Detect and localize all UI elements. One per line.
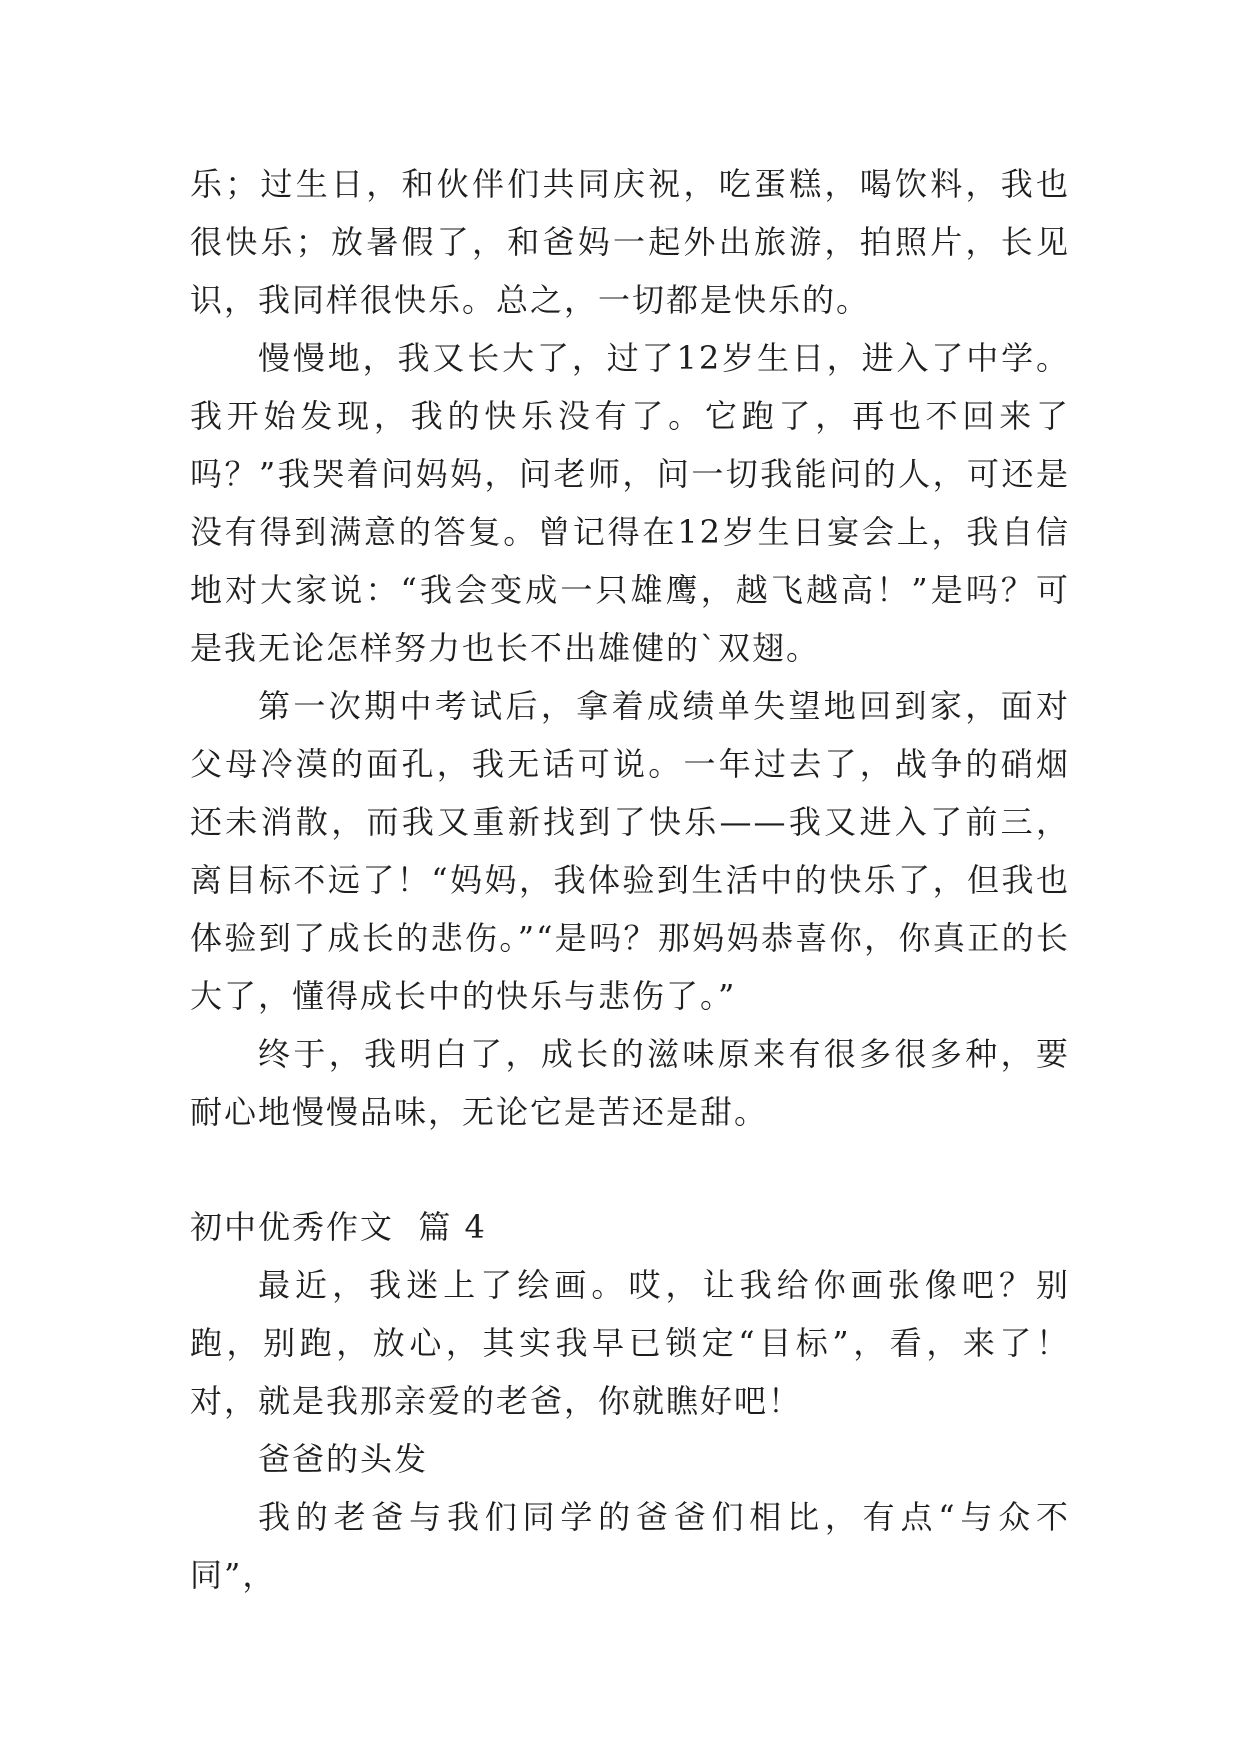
paragraph: 乐；过生日，和伙伴们共同庆祝，吃蛋糕，喝饮料，我也很快乐；放暑假了，和爸妈一起外出旅游，拍照片，长见识，我同样很快乐。总之，一切都是快乐的。 (190, 165, 1070, 319)
paragraph: 慢慢地，我又长大了，过了12岁生日，进入了中学。我开始发现，我的快乐没有了。它跑了，再也不回来了吗？”我哭着问妈妈，问老师，问一切我能问的人，可还是没有得到满意的答复。曾记得在12岁生日宴会上，我自信地对大家说：“我会变成一只雄鹰，越飞越高！”是吗？可是我无论怎样努力也长不出雄健的`双翅。 (190, 339, 1070, 667)
document-body (190, 155, 1070, 1604)
subheading: 爸爸的头发 (258, 1440, 429, 1478)
paragraph: 终于，我明白了，成长的滋味原来有很多很多种，要耐心地慢慢品味，无论它是苦还是甜。 (190, 1035, 1070, 1131)
paragraph: 第一次期中考试后，拿着成绩单失望地回到家，面对父母冷漠的面孔，我无话可说。一年过去了，战争的硝烟还未消散，而我又重新找到了快乐——我又进入了前三，离目标不远了！“妈妈，我体验到生活中的快乐了，但我也体验到了成长的悲伤。”“是吗？那妈妈恭喜你，你真正的长大了，懂得成长中的快乐与悲伤了。” (190, 687, 1070, 1015)
paragraph: 最近，我迷上了绘画。哎，让我给你画张像吧？别跑，别跑，放心，其实我早已锁定“目标”，看，来了！对，就是我那亲爱的老爸，你就瞧好吧！ (190, 1266, 1070, 1420)
section-heading: 初中优秀作文 篇 4 (190, 1208, 487, 1246)
paragraph: 我的老爸与我们同学的爸爸们相比，有点“与众不同”， (190, 1498, 1070, 1594)
